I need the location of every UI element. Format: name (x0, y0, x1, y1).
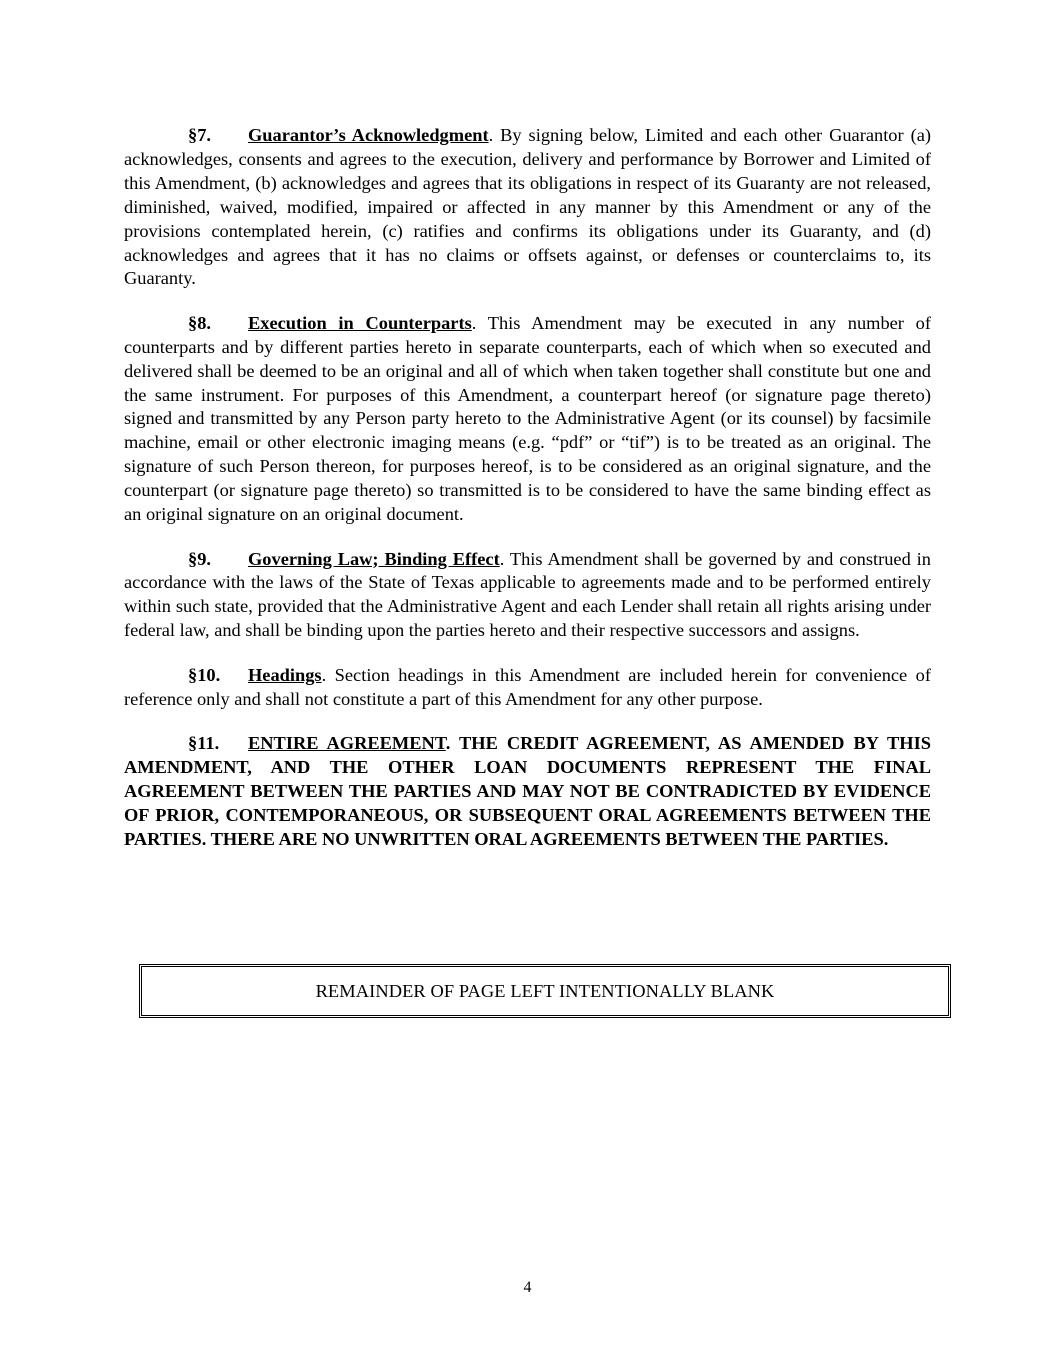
intentionally-blank-box (139, 964, 951, 1018)
section-number: §9. (188, 548, 211, 569)
section-title: Governing Law; Binding Effect (248, 548, 500, 569)
intentionally-blank-notice: REMAINDER OF PAGE LEFT INTENTIONALLY BLANK (315, 980, 775, 1001)
section-7 (124, 124, 931, 291)
page-number: 4 (523, 1279, 532, 1296)
section-body: . By signing below, Limited and each other Guarantor (a) acknowledges, consents and agrees to the execution, delivery and performance by Borrower and Limited of this Amendment, (b) acknowledges and agrees that its obligations in respect of its Guaranty are not released, diminished, waived, modified, impaired or affected in any manner by this Amendment or any of the provisions contemplated herein, (c) ratifies and confirms its obligations under its Guaranty, and (d) acknowledges and agrees that it has no claims or offsets against, or defenses or counterclaims to, its Guaranty. (124, 125, 931, 289)
section-number: §11. (188, 732, 220, 753)
section-title: Execution in Counterparts (248, 312, 472, 333)
section-number: §10. (188, 664, 221, 685)
section-body: . This Amendment may be executed in any number of counterparts and by different parties hereto in separate counterparts, each of which when so executed and delivered shall be deemed to be an original and all of which when taken together shall constitute but one and the same instrument. For purposes of this Amendment, a counterpart hereof (or signature page thereto) signed and transmitted by any Person party hereto to the Administrative Agent (or its counsel) by facsimile machine, email or other electronic imaging means (e.g. “pdf” or “tif”) is to be treated as an original. The signature of such Person thereon, for purposes hereof, is to be considered as an original signature, and the counterpart (or signature page thereto) so transmitted is to be considered to have the same binding effect as an original signature on an original document. (124, 312, 931, 525)
section-number: §7. (188, 125, 211, 145)
section-title: ENTIRE AGREEMENT (248, 732, 446, 753)
section-body: . This Amendment shall be governed by and construed in accordance with the laws of the State of Texas applicable to agreements made and to be performed entirely within such state, provided that the Administrative Agent and each Lender shall retain all rights arising under federal law, and shall be binding upon the parties hereto and their respective successors and assigns. (124, 548, 931, 641)
section-8 (124, 312, 931, 527)
section-10 (124, 664, 931, 712)
section-title: Headings (248, 664, 322, 685)
section-body: . THE CREDIT AGREEMENT, AS AMENDED BY THIS AMENDMENT, AND THE OTHER LOAN DOCUMENTS REPRESENT THE FINAL AGREEMENT BETWEEN THE PARTIES AND MAY NOT BE CONTRADICTED BY EVIDENCE OF PRIOR, CONTEMPORANEOUS, OR SUBSEQUENT ORAL AGREEMENTS BETWEEN THE PARTIES. THERE ARE NO UNWRITTEN ORAL AGREEMENTS BETWEEN THE PARTIES. (124, 732, 932, 849)
section-11 (124, 732, 931, 852)
section-title: Guarantor’s Acknowledgment (248, 125, 489, 145)
section-body: . Section headings in this Amendment are included herein for convenience of reference only and shall not constitute a part of this Amendment for any other purpose. (124, 664, 931, 709)
section-9 (124, 548, 931, 644)
document-body (124, 124, 931, 872)
section-number: §8. (188, 312, 211, 333)
